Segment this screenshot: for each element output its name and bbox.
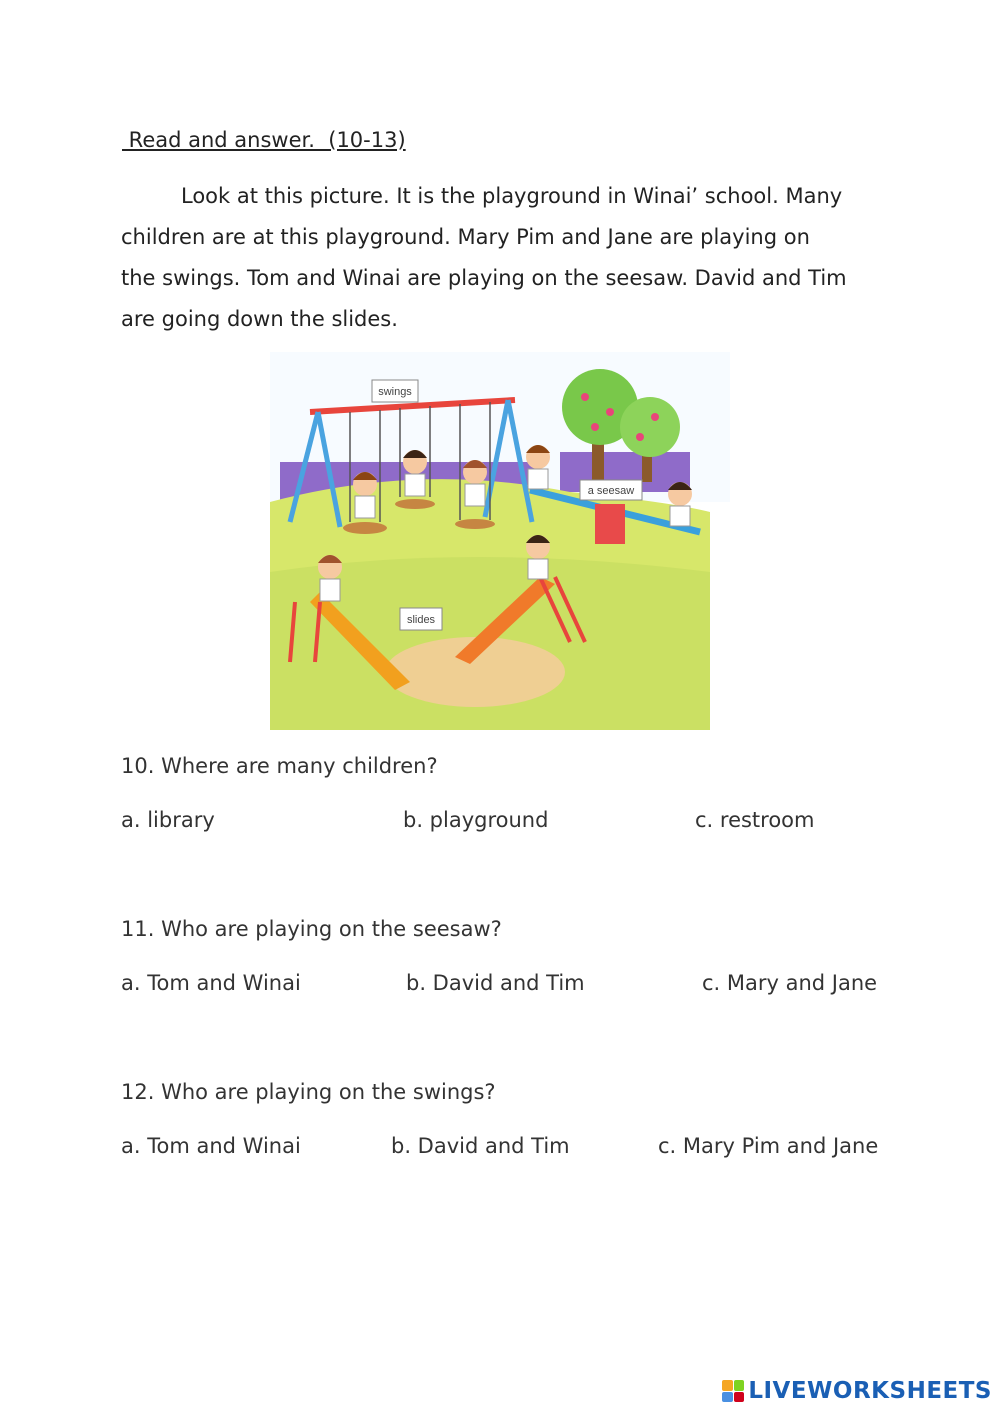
svg-text:slides: slides bbox=[406, 614, 436, 626]
question-11: 11. Who are playing on the seesaw? bbox=[121, 917, 502, 941]
option-11c[interactable]: c. Mary and Jane bbox=[702, 971, 878, 995]
option-12c[interactable]: c. Mary Pim and Jane bbox=[658, 1134, 879, 1158]
logo-square bbox=[734, 1392, 745, 1403]
option-12b[interactable]: b. David and Tim bbox=[391, 1134, 570, 1158]
logo-square bbox=[722, 1380, 733, 1391]
label-swings bbox=[372, 380, 418, 402]
option-12a[interactable]: a. Tom and Winai bbox=[121, 1134, 301, 1158]
label-seesaw bbox=[580, 480, 642, 500]
option-10a[interactable]: a. library bbox=[121, 808, 215, 832]
liveworksheets-logo bbox=[722, 1377, 992, 1405]
option-10c[interactable]: c. restroom bbox=[695, 808, 815, 832]
brand-name: LIVEWORKSHEETS bbox=[748, 1378, 992, 1404]
question-12: 12. Who are playing on the swings? bbox=[121, 1080, 496, 1104]
svg-text:swings: swings bbox=[378, 386, 412, 398]
option-11b[interactable]: b. David and Tim bbox=[406, 971, 585, 995]
logo-square bbox=[722, 1392, 733, 1403]
logo-square bbox=[734, 1380, 745, 1391]
option-11a[interactable]: a. Tom and Winai bbox=[121, 971, 301, 995]
question-10: 10. Where are many children? bbox=[121, 754, 438, 778]
passage-line: Look at this picture. It is the playground in Winai’ school. Many bbox=[181, 184, 843, 208]
passage-line: children are at this playground. Mary Pim and Jane are playing on bbox=[121, 225, 810, 249]
passage-line: the swings. Tom and Winai are playing on the seesaw. David and Tim bbox=[121, 266, 847, 290]
liveworksheets-logo-icon bbox=[722, 1380, 744, 1402]
section-heading: Read and answer. (10-13) bbox=[122, 128, 406, 152]
playground-illustration bbox=[270, 352, 730, 730]
reading-passage bbox=[121, 176, 881, 340]
svg-text:a seesaw: a seesaw bbox=[587, 485, 635, 497]
option-10b[interactable]: b. playground bbox=[403, 808, 549, 832]
label-slides bbox=[400, 608, 442, 630]
passage-line: are going down the slides. bbox=[121, 307, 398, 331]
